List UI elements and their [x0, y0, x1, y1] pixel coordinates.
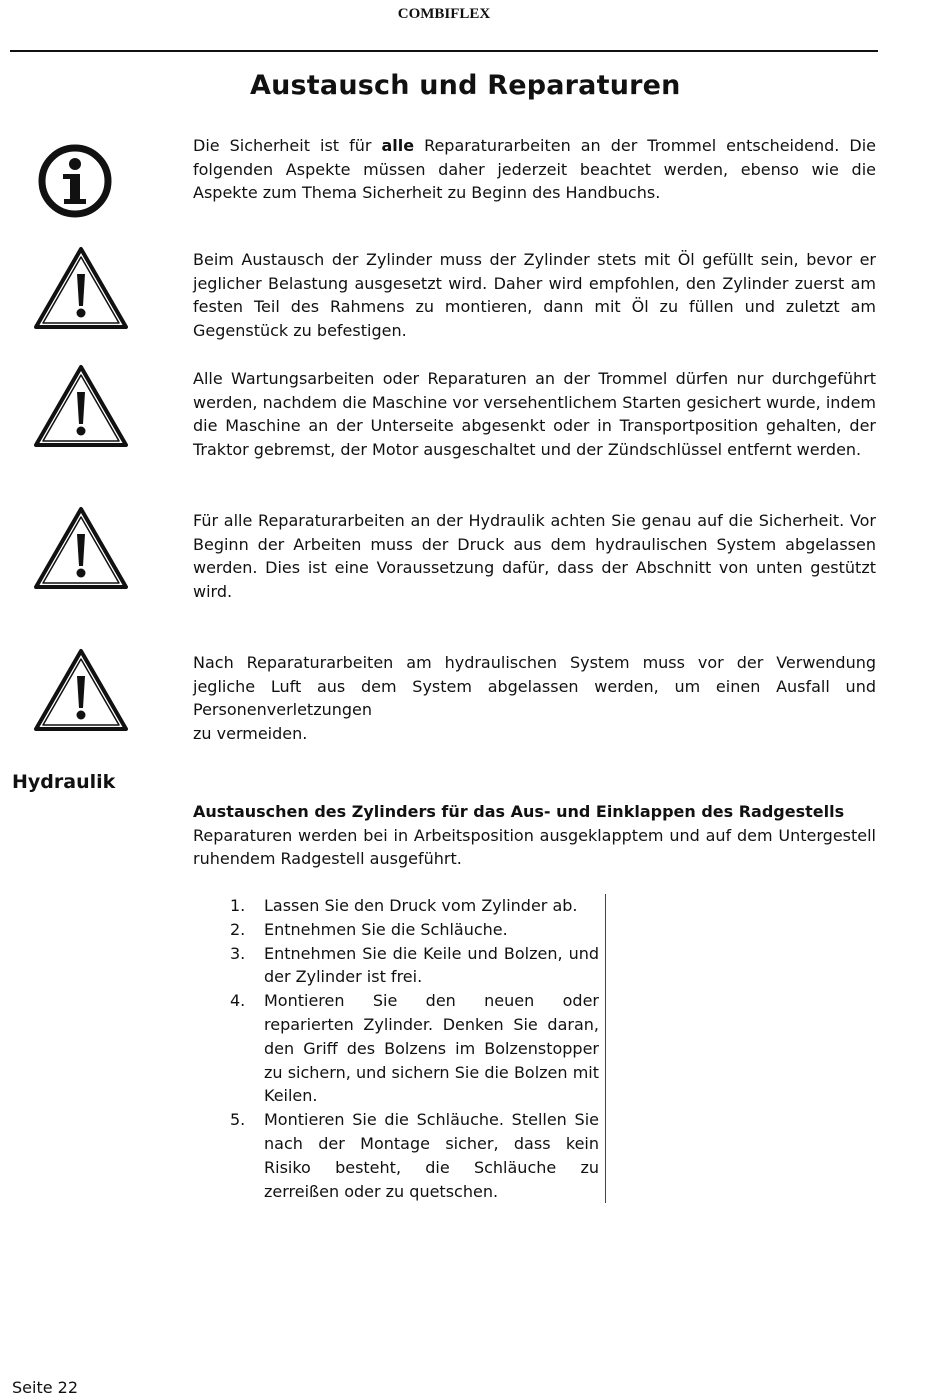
list-item — [230, 989, 599, 1108]
step-number: 5. — [230, 1110, 246, 1130]
warning-paragraph-1 — [193, 248, 876, 342]
warning-text: Nach Reparaturarbeiten am hydraulischen System muss vor der Verwendung jegliche Luft aus dem System abgelassen werden, um einen Ausfall und Personenverletzungen — [193, 653, 876, 720]
step-number: 4. — [230, 991, 246, 1011]
section-intro-text: Reparaturen werden bei in Arbeitsposition ausgeklapptem und auf dem Untergestell ruhendem Radgestell ausgeführt. — [193, 825, 876, 869]
warning-paragraph-4 — [193, 651, 876, 745]
list-item — [230, 918, 599, 942]
section-subheading: Austauschen des Zylinders für das Aus- und Einklappen des Radgestells — [193, 802, 845, 821]
warning-text: Beim Austausch der Zylinder muss der Zylinder stets mit Öl gefüllt sein, bevor er jeglicher Belastung ausgesetzt wird. Daher wird empfohlen, den Zylinder zuerst am festen Teil des Rahmens zu montieren, dann mit Öl zu füllen und zuletzt am Gegenstück zu befestigen. — [193, 250, 876, 340]
list-item — [230, 1108, 599, 1203]
steps-list — [230, 894, 606, 1203]
warning-text: Für alle Reparaturarbeiten an der Hydraulik achten Sie genau auf die Sicherheit. Vor Beginn der Arbeiten muss der Druck aus dem hydraulischen System abgelassen werden. Dies ist eine Voraussetzung dafür, dass der Abschnitt von unten gestützt wird. — [193, 511, 876, 601]
page-title: Austausch und Reparaturen — [250, 70, 681, 101]
warning-paragraph-2 — [193, 367, 876, 461]
step-text: Entnehmen Sie die Schläuche. — [264, 919, 508, 939]
step-number: 2. — [230, 919, 246, 939]
warning-text: Alle Wartungsarbeiten oder Reparaturen an der Trommel dürfen nur durchgeführt werden, nachdem die Maschine vor versehentlichem Starten gesichert wurde, indem die Maschine an der Unterseite abgesenkt oder in Transportposition gehalten, der Traktor gebremst, der Motor ausgeschaltet und der Zündschlüssel entfernt werden. — [193, 369, 876, 459]
warning-icon — [33, 364, 129, 448]
header-divider — [10, 50, 878, 52]
info-text-prefix: Die Sicherheit ist für — [193, 136, 382, 155]
list-item — [230, 894, 599, 918]
step-text: Montieren Sie die Schläuche. Stellen Sie nach der Montage sicher, dass kein Risiko besteht, die Schläuche zu zerreißen oder zu quetschen. — [264, 1110, 599, 1201]
info-text-emphasis: alle — [381, 136, 415, 155]
page-number: Seite 22 — [12, 1378, 79, 1397]
section-label-hydraulik: Hydraulik — [12, 771, 116, 793]
warning-icon — [33, 506, 129, 590]
warning-text-tail: zu vermeiden. — [193, 723, 308, 743]
info-text-suffix: Reparaturarbeiten an der Trommel entscheidend. Die folgenden Aspekte müssen daher jederzeit beachtet werden, ebenso wie die Aspekte zum Thema Sicherheit zu Beginn des Handbuchs. — [193, 136, 876, 203]
section-intro — [193, 800, 876, 871]
document-header: COMBIFLEX — [397, 6, 491, 22]
step-number: 1. — [230, 896, 246, 915]
warning-icon — [33, 246, 129, 330]
warning-paragraph-3 — [193, 509, 876, 603]
step-text: Lassen Sie den Druck vom Zylinder ab. — [264, 896, 578, 915]
step-text: Montieren Sie den neuen oder reparierten Zylinder. Denken Sie daran, den Griff des Bolzens im Bolzenstopper zu sichern, und sichern Sie die Bolzen mit Keilen. — [264, 991, 599, 1106]
step-text: Entnehmen Sie die Keile und Bolzen, und der Zylinder ist frei. — [264, 943, 599, 987]
list-item — [230, 942, 599, 990]
warning-icon — [33, 648, 129, 732]
step-number: 3. — [230, 943, 246, 963]
info-icon — [37, 143, 113, 219]
info-paragraph — [193, 134, 876, 205]
